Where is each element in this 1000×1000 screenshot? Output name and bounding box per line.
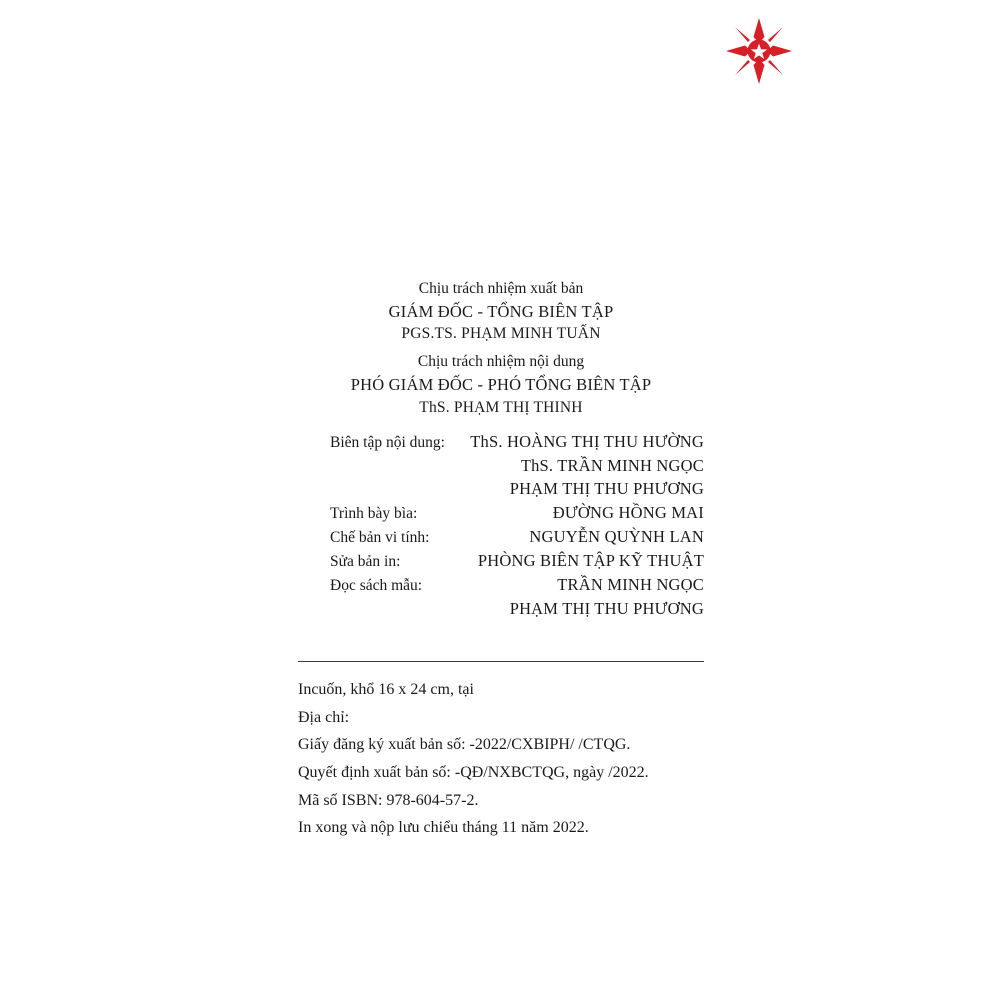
credit-value: PHÒNG BIÊN TẬP KỸ THUẬT	[477, 550, 704, 570]
colophon-line: In xong và nộp lưu chiểu tháng 11 năm 2022.	[298, 819, 589, 837]
responsibility-content-label: Chịu trách nhiệm nội dung	[417, 353, 585, 371]
publisher-logo	[726, 18, 792, 84]
colophon-line: Mã số ISBN: 978-604-57-2.	[298, 791, 479, 809]
credit-rows	[298, 430, 704, 620]
credit-value: ĐƯỜNG HỒNG MAI	[552, 502, 704, 522]
deputy-director-title: PHÓ GIÁM ĐỐC - PHÓ TỔNG BIÊN TẬP	[350, 375, 652, 395]
credit-row	[298, 454, 704, 477]
credit-value: PHẠM THỊ THU PHƯƠNG	[509, 598, 704, 618]
credit-row	[298, 573, 704, 597]
credit-label: Đọc sách mẫu:	[330, 576, 423, 594]
credit-label: Chế bản vi tính:	[330, 528, 430, 546]
colophon-block	[298, 676, 858, 842]
colophon-line: Quyết định xuất bản số: -QĐ/NXBCTQG, ngày /2022.	[298, 764, 649, 782]
credit-row	[298, 430, 704, 454]
credit-value: ThS. HOÀNG THỊ THU HƯỜNG	[470, 431, 704, 451]
credit-value: PHẠM THỊ THU PHƯƠNG	[509, 479, 704, 499]
credit-row	[298, 597, 704, 620]
director-name: PGS.TS. PHẠM MINH TUẤN	[401, 325, 601, 343]
credit-row	[298, 525, 704, 549]
credit-label: Sửa bản in:	[330, 552, 401, 570]
deputy-director-name: ThS. PHẠM THỊ THINH	[419, 398, 583, 416]
credit-label: Biên tập nội dung:	[330, 433, 445, 451]
colophon-line: Địa chỉ:	[298, 708, 350, 726]
credit-row	[298, 501, 704, 525]
director-title: GIÁM ĐỐC - TỔNG BIÊN TẬP	[388, 302, 614, 321]
credit-value: TRẦN MINH NGỌC	[557, 574, 704, 594]
credit-value: ThS. TRẦN MINH NGỌC	[520, 455, 704, 475]
responsibility-publishing-label: Chịu trách nhiệm xuất bản	[418, 280, 584, 297]
horizontal-divider	[298, 661, 704, 662]
credit-label: Trình bày bìa:	[330, 504, 418, 522]
colophon-line: Incuốn, khổ 16 x 24 cm, tại	[298, 681, 474, 698]
credit-row	[298, 477, 704, 500]
imprint-block	[298, 278, 704, 620]
credit-value: NGUYỄN QUỲNH LAN	[529, 526, 704, 546]
credit-row	[298, 549, 704, 573]
colophon-line: Giấy đăng ký xuất bản số: -2022/CXBIPH/ /CTQG.	[298, 736, 631, 754]
publisher-star-burst-logo	[726, 18, 792, 84]
